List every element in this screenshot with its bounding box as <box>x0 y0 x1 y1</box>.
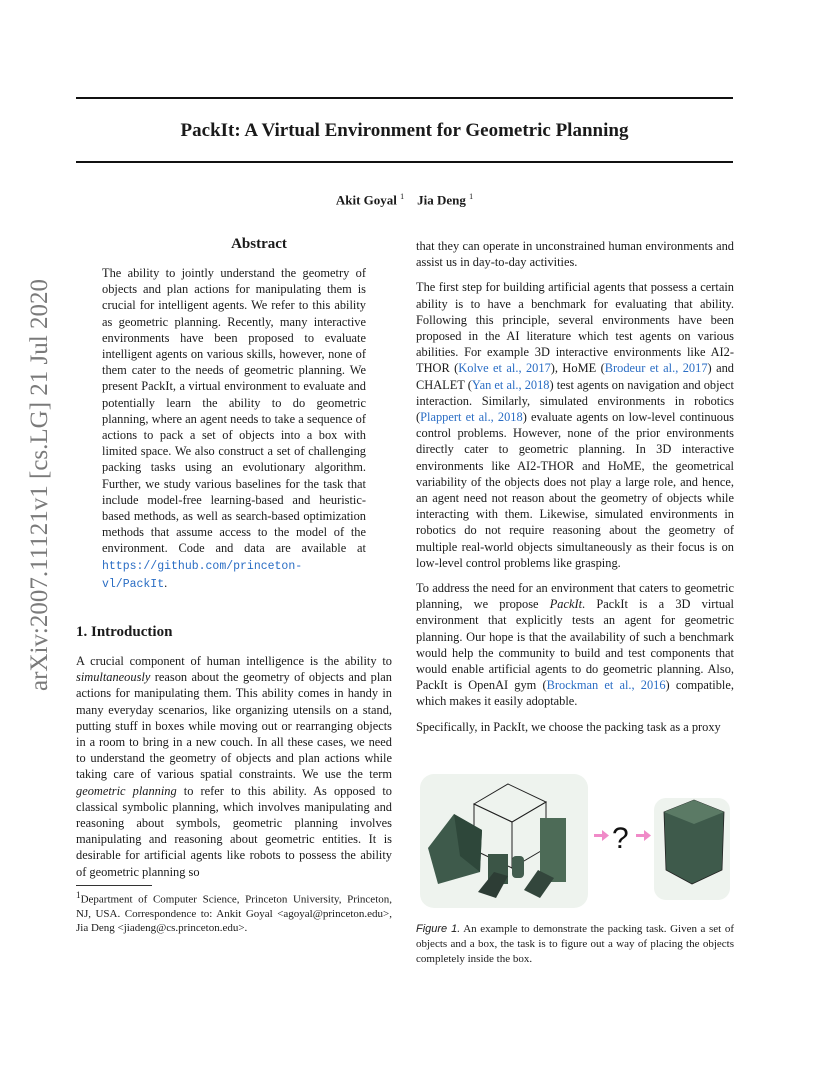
body-text: that they can operate in unconstrained human environments and assist us in day-to-day activities. <box>416 239 734 270</box>
body-text: ) and CHALET ( <box>416 361 734 392</box>
footnote-mark: 1 <box>76 890 81 900</box>
paper-title: PackIt: A Virtual Environment for Geometric Planning <box>180 120 629 141</box>
arrow-right-icon <box>636 830 651 841</box>
author-affiliation-mark: 1 <box>469 192 474 201</box>
caption-text: An example to demonstrate the packing task. Given a set of objects and a box, the task is to figure out a way of placing the objects completely inside the box. <box>416 923 734 965</box>
footnote-rule <box>76 885 152 886</box>
top-rule <box>76 97 733 99</box>
author-affiliation-mark: 1 <box>400 192 405 201</box>
author-name: Jia Deng <box>417 192 466 208</box>
footnote <box>76 888 392 935</box>
citation-link[interactable]: Brockman et al., 2016 <box>546 678 666 693</box>
citation-link[interactable]: Brodeur et al., 2017 <box>604 361 708 376</box>
arrow-right-icon <box>594 830 609 841</box>
body-text: ) compatible, which makes it easily adoptable. <box>416 678 734 709</box>
abstract-end: . <box>164 575 168 590</box>
introduction-paragraph <box>76 653 392 880</box>
abstract-heading: Abstract <box>231 236 287 252</box>
figure-1-illustration <box>416 772 734 912</box>
body-text: . PackIt is a 3D virtual environment that explicitly tests an agent for geometric planning. Our hope is that the availability of such a benchmark would help the community to build and test components that would enable artificial agents to do geometric planning. Also, PackIt is OpenAI gym ( <box>416 597 734 693</box>
body-text: The first step for building artificial agents that possess a certain ability is to have a benchmark for evaluating that ability. Following this principle, several environments have been proposed in the AI literature which test agents on various abilities. For example 3D interactive environments like AI2-THOR ( <box>416 280 734 376</box>
body-text: To address the need for an environment that caters to geometric planning, we propose <box>416 581 734 612</box>
citation-link[interactable]: Plappert et al., 2018 <box>420 410 523 425</box>
code-link[interactable]: https://github.com/princeton-vl/PackIt <box>102 559 303 591</box>
caption-label: Figure 1. <box>416 923 461 935</box>
tall-box-object-icon <box>540 818 566 882</box>
body-text: ) evaluate agents on low-level continuous control problems. However, none of the prior environments directly cater to geometric planning. In 3D interactive environments like AI2-THOR and HoME, the geometrical variability of the objects does not play a large role, and hence, an agent need not reason about the geometry of objects while interacting with them. Likewise, simulated environments in robotics do not require reasoning about the geometry of multiple real-world objects simultaneously as their focus is on low-level control problems like grasping. <box>416 410 734 570</box>
paragraph <box>416 238 734 270</box>
emphasis-text: simultaneously <box>76 670 151 685</box>
abstract-body <box>102 265 366 593</box>
arxiv-stamp: arXiv:2007.11121v1 [cs.LG] 21 Jul 2020 <box>26 279 53 691</box>
body-text: Specifically, in PackIt, we choose the packing task as a proxy <box>416 719 721 734</box>
emphasis-text: PackIt <box>549 597 583 612</box>
body-text: ) test agents on navigation and object interaction. Similarly, simulated environments in robotics ( <box>416 377 734 425</box>
citation-link[interactable]: Yan et al., 2018 <box>471 377 550 392</box>
author-line <box>76 192 733 208</box>
body-text: reason about the geometry of objects and plan actions for manipulating them. This ability comes in handy in many everyday scenarios, like organizing utensils on a stand, putting stuff in boxes while moving out or rearranging objects in a room to bring in a new couch. In all these cases, we need to understand the geometry of objects and plan actions while taking care of various spatial constraints. We use the term <box>76 670 392 782</box>
bottle-icon <box>512 856 524 878</box>
paragraph <box>416 719 734 735</box>
figure-caption <box>416 922 734 967</box>
body-text: to refer to this ability. As opposed to classical symbolic planning, which involves manipulating and reasoning about symbols, geometric planning involves manipulating and reasoning about geometric entities. It is desirable for artificial agents like robots to possess the ability of geometric planning so <box>76 783 393 879</box>
citation-link[interactable]: Kolve et al., 2017 <box>458 361 551 376</box>
right-column-text <box>416 238 734 735</box>
question-mark: ? <box>612 822 629 855</box>
paragraph <box>416 580 734 710</box>
title-bottom-rule <box>76 161 733 163</box>
abstract-text: The ability to jointly understand the geometry of objects and plan actions for manipulating them is crucial for intelligent agents. We refer to this ability as geometric planning. Recently, many interactive environments have been proposed to evaluate intelligent agents on various skills, however, none of them cater to the needs of geometric planning. We present PackIt, a virtual environment to evaluate and potentially learn the ability to do geometric planning, where an agent needs to take a sequence of actions to pack a set of objects into a box with limited space. We also construct a set of challenging packing tasks using an evolutionary algorithm. Further, we study various baselines for the task that include model-free learning-based and heuristic-based methods, as well as search-based optimization methods that assume access to the model of the environment. Code and data are available at <box>102 266 366 556</box>
body-text: ), HoME ( <box>550 361 605 376</box>
paragraph <box>416 279 734 571</box>
footnote-text: Department of Computer Science, Princeton University, Princeton, NJ, USA. Correspondence to: Ankit Goyal <agoyal@princeton.edu>, Jia Deng <jiadeng@cs.princeton.edu>. <box>76 893 392 934</box>
emphasis-text: geometric planning <box>76 783 177 798</box>
section-heading-introduction: 1. Introduction <box>76 624 173 640</box>
body-text: A crucial component of human intelligence is the ability to <box>76 654 392 668</box>
author-name: Akit Goyal <box>335 192 397 208</box>
